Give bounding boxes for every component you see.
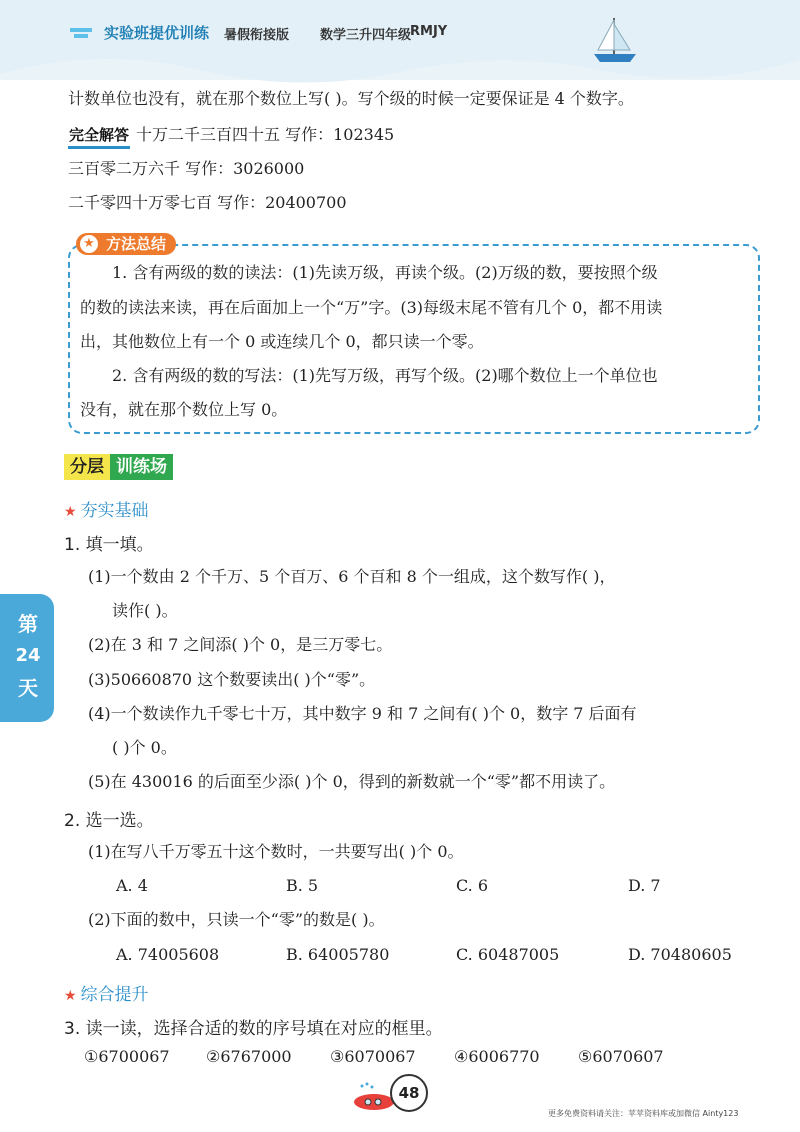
header-series-title: 实验班提优训练 (104, 24, 210, 42)
answer-line-3: 二千零四十万零七百 写作：20400700 (68, 193, 347, 212)
day-label-suffix: 天 (18, 676, 38, 700)
option-c[interactable]: C. 60487005 (456, 945, 560, 964)
header-code: RMJY (410, 24, 448, 39)
question-3-title: 3. 读一读，选择合适的数的序号填在对应的框里。 (64, 1019, 443, 1039)
method-line-1: 1. 含有两级的数的读法：(1)先读万级，再读个级。(2)万级的数，要按照个级 (112, 263, 658, 282)
question-1-item: (3)50660870 这个数要读出( )个“零”。 (88, 670, 376, 689)
advanced-heading (64, 980, 149, 1005)
answer-badge: 完全解答 (68, 124, 130, 149)
question-1-item: (1)一个数由 2 个千万、5 个百万、6 个百和 8 个一组成，这个数写作( )， (88, 567, 616, 586)
option-d[interactable]: D. 70480605 (628, 945, 732, 964)
option-a[interactable]: A. 4 (116, 876, 148, 895)
method-summary-tag: 方法总结 (76, 233, 176, 255)
answer-line-1 (68, 124, 394, 149)
day-side-tab-text (14, 608, 42, 704)
header-logo-icon (70, 26, 92, 40)
section-title (64, 454, 173, 480)
page-number: 48 (390, 1074, 428, 1112)
method-line-2: 的数的读法来读，再在后面加上一个“万”字。(3)每级末尾不管有几个 0，都不用读 (80, 298, 663, 317)
star-icon: ★ (64, 504, 77, 520)
question-1-item: (2)在 3 和 7 之间添( )个 0，是三万零七。 (88, 635, 393, 654)
star-icon: ★ (64, 988, 77, 1004)
basic-heading (64, 496, 149, 521)
method-line-5: 没有，就在那个数位上写 0。 (80, 400, 288, 419)
header-edition: 暑假衔接版 (224, 28, 290, 43)
option-b[interactable]: B. 5 (286, 876, 319, 895)
number-option: ③6070067 (330, 1047, 416, 1066)
answer-text-1: 十万二千三百四十五 写作：102345 (136, 125, 395, 144)
question-1-title: 1. 填一填。 (64, 535, 154, 555)
answer-line-2: 三百零二万六千 写作：3026000 (68, 159, 305, 178)
question-2-sub2: (2)下面的数中，只读一个“零”的数是( )。 (88, 910, 385, 929)
header-grade: 数学三升四年级 (320, 28, 412, 43)
option-c[interactable]: C. 6 (456, 876, 489, 895)
question-2-sub1: (1)在写八千万零五十这个数时，一共要写出( )个 0。 (88, 842, 464, 861)
option-d[interactable]: D. 7 (628, 876, 661, 895)
number-option: ①6700067 (84, 1047, 170, 1066)
intro-line: 计数单位也没有，就在那个数位上写( )。写个级的时候一定要保证是 4 个数字。 (68, 89, 634, 108)
advanced-heading-text: 综合提升 (80, 985, 149, 1005)
footer-note: 更多免费资料请关注：苹苹资料库或加微信 Ainty123 (548, 1109, 739, 1118)
question-1-item: 读作( )。 (112, 601, 178, 620)
section-title-part1: 分层 (64, 454, 110, 480)
question-1-item: (5)在 430016 的后面至少添( )个 0，得到的新数就一个“零”都不用读了。 (88, 772, 616, 791)
question-2-title: 2. 选一选。 (64, 811, 154, 831)
section-title-part2: 训练场 (110, 454, 173, 480)
number-option: ②6767000 (206, 1047, 292, 1066)
question-1-item: ( )个 0。 (112, 738, 177, 757)
method-line-3: 出，其他数位上有一个 0 或连续几个 0，都只读一个零。 (80, 332, 484, 351)
day-label-prefix: 第 (18, 612, 38, 636)
number-option: ⑤6070607 (578, 1047, 664, 1066)
submarine-icon (352, 1082, 396, 1112)
method-line-4: 2. 含有两级的数的写法：(1)先写万级，再写个级。(2)哪个数位上一个单位也 (112, 366, 658, 385)
basic-heading-text: 夯实基础 (80, 501, 149, 521)
header-wave-decoration (0, 0, 800, 90)
option-a[interactable]: A. 74005608 (116, 945, 220, 964)
sailboat-icon (590, 14, 640, 66)
star-icon: ★ (80, 235, 98, 253)
option-b[interactable]: B. 64005780 (286, 945, 390, 964)
day-number: 24 (15, 645, 41, 666)
question-1-item: (4)一个数读作九千零七十万，其中数字 9 和 7 之间有( )个 0，数字 7 后面有 (88, 704, 637, 723)
number-option: ④6006770 (454, 1047, 540, 1066)
